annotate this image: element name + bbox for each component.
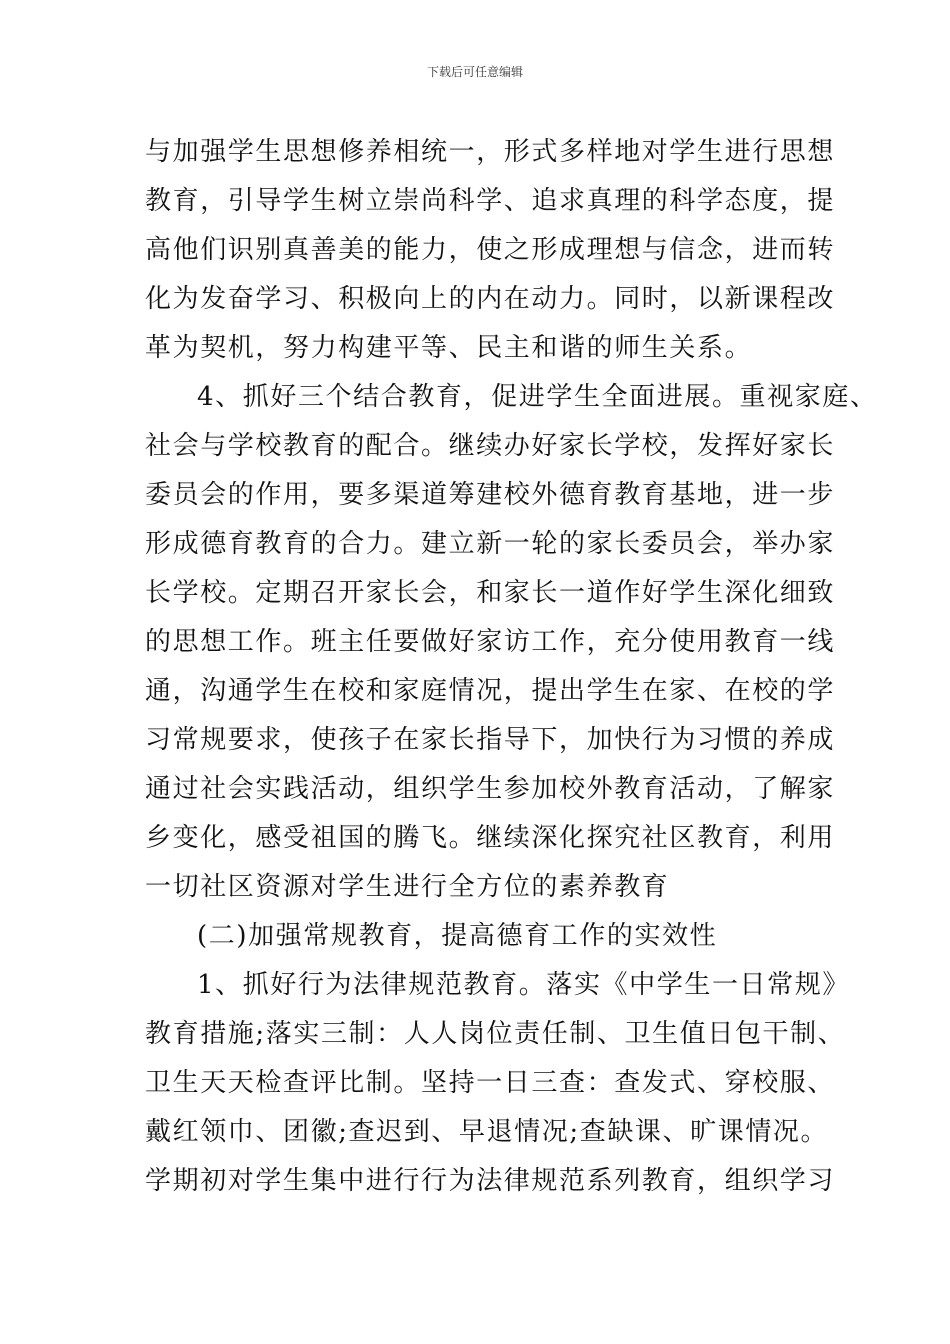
section-heading: (二)加强常规教育，提高德育工作的实效性: [197, 921, 718, 951]
text-line: 戴红领巾、团徽;查迟到、早退情况;查缺课、旷课情况。: [145, 1117, 829, 1147]
text-line: 通过社会实践活动，组织学生参加校外教育活动，了解家: [145, 774, 836, 804]
text-line: 委员会的作用，要多渠道筹建校外德育教育基地，进一步: [145, 480, 836, 510]
document-body: [145, 128, 878, 1206]
text-line: 与加强学生思想修养相统一，形式多样地对学生进行思想: [145, 137, 836, 167]
text-line: 教育，引导学生树立崇尚科学、追求真理的科学态度，提: [145, 186, 836, 216]
text-line: 乡变化，感受祖国的腾飞。继续深化探究社区教育，利用: [145, 823, 836, 853]
paragraph-start-line: 1、抓好行为法律规范教育。落实《中学生一日常规》: [197, 970, 850, 1000]
text-line: 化为发奋学习、积极向上的内在动力。同时，以新课程改: [145, 284, 836, 314]
text-line: 教育措施;落实三制：人人岗位责任制、卫生值日包干制、: [145, 1019, 846, 1049]
text-line: 革为契机，努力构建平等、民主和谐的师生关系。: [145, 333, 753, 363]
paragraph-start-line: 4、抓好三个结合教育，促进学生全面进展。重视家庭、: [197, 382, 878, 412]
text-line: 学期初对学生集中进行行为法律规范系列教育，组织学习: [145, 1166, 836, 1196]
text-line: 长学校。定期召开家长会，和家长一道作好学生深化细致: [145, 578, 836, 608]
text-line: 习常规要求，使孩子在家长指导下，加快行为习惯的养成: [145, 725, 836, 755]
text-line: 一切社区资源对学生进行全方位的素养教育: [145, 872, 670, 902]
text-line: 形成德育教育的合力。建立新一轮的家长委员会，举办家: [145, 529, 836, 559]
text-line: 通，沟通学生在校和家庭情况，提出学生在家、在校的学: [145, 676, 836, 706]
text-line: 社会与学校教育的配合。继续办好家长学校，发挥好家长: [145, 431, 836, 461]
text-line: 的思想工作。班主任要做好家访工作，充分使用教育一线: [145, 627, 836, 657]
text-line: 卫生天天检查评比制。坚持一日三查：查发式、穿校服、: [145, 1068, 836, 1098]
page-header: 下载后可任意编辑: [426, 65, 523, 79]
text-line: 高他们识别真善美的能力，使之形成理想与信念，进而转: [145, 235, 836, 265]
